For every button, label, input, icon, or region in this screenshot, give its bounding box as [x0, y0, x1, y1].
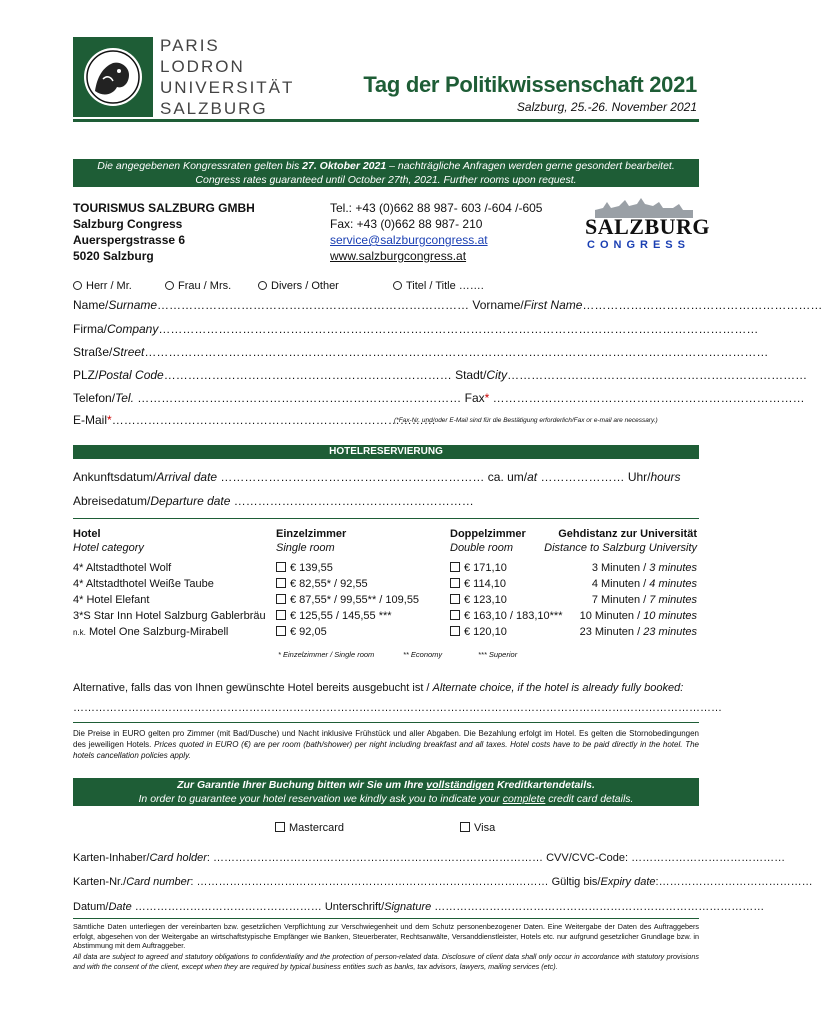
single-room-option[interactable]: € 139,55	[276, 562, 333, 574]
checkbox-icon	[450, 594, 460, 604]
page-title: Tag der Politikwissenschaft 2021	[363, 72, 697, 97]
contact-city: 5020 Salzburg	[73, 249, 154, 263]
prices-note: Die Preise in EURO gelten pro Zimmer (mit Bad/Dusche) und Nacht inklusive Frühstück und aller Abgaben. Die Bezahlung erfolgt im Hotel. Es gelten die Stornobedingungen des jeweiligen Hotels. Prices quoted in EURO (€) are per room (bath/shower) per night including breakfast and all taxes. Hotel costs have to be paid directly in the hotel. The hotels cancellation policies apply.	[73, 729, 699, 760]
label-uhr-en: hours	[650, 470, 681, 484]
table-top-rule	[73, 518, 699, 519]
header-rule	[73, 119, 699, 122]
departure-field-row[interactable]	[73, 494, 474, 508]
firma-field-row[interactable]	[73, 322, 759, 336]
contact-address	[73, 200, 255, 264]
double-room-option[interactable]: € 163,10 / 183,10***	[450, 610, 562, 622]
table-row: n.k. Motel One Salzburg-Mirabell	[73, 626, 229, 638]
single-room-option[interactable]: € 125,55 / 145,55 ***	[276, 610, 392, 622]
label-plz: PLZ/	[73, 368, 99, 382]
university-name	[160, 35, 294, 119]
contact-fax: Fax: +43 (0)662 88 987- 210	[330, 217, 483, 231]
distance-cell: 23 Minuten / 23 minutes	[579, 626, 697, 638]
prices-top-rule	[73, 722, 699, 723]
name-field-row[interactable]	[73, 298, 822, 312]
plz-city-field-row[interactable]	[73, 368, 808, 382]
salutation-frau[interactable]	[165, 280, 231, 292]
radio-icon	[73, 281, 82, 290]
vorname-dots: ……………………………………………………	[582, 298, 822, 312]
checkbox-icon	[275, 822, 285, 832]
distance-cell: 4 Minuten / 4 minutes	[591, 578, 697, 590]
salutation-herr[interactable]	[73, 280, 132, 292]
email-required-star: *	[107, 413, 112, 427]
departure-dots: ……………………………………………………	[230, 494, 474, 508]
email-note: (*Fax-Nr. und/oder E-Mail sind für die Bestätigung erforderlich/Fax or e-mail are necessary.)	[394, 417, 658, 424]
congress-rates-banner	[73, 159, 699, 187]
arrival-dots: …………………………………………………………	[217, 470, 485, 484]
salutation-divers[interactable]	[258, 280, 339, 292]
checkbox-icon	[460, 822, 470, 832]
uni-line-2: LODRON	[160, 57, 245, 76]
distance-cell: 10 Minuten / 10 minutes	[579, 610, 697, 622]
single-room-option[interactable]: € 92,05	[276, 626, 327, 638]
label-telefon-en: Tel.	[115, 391, 134, 405]
uni-line-1: PARIS	[160, 36, 220, 55]
contact-web-link[interactable]: www.salzburgcongress.at	[330, 249, 467, 263]
checkbox-icon	[450, 578, 460, 588]
label-fax: Fax	[464, 391, 485, 405]
table-row: 3*S Star Inn Hotel Salzburg Gablerbräu	[73, 610, 266, 622]
fax-required-star: *	[484, 391, 490, 405]
label-telefon: Telefon/	[73, 391, 116, 405]
privacy-note-en: All data are subject to agreed and statutory obligations to confidentiality and the protection of person-related data. Disclosure of client data shall only occur in accordance with statutory provisions and with the consent of the client, except when they are required by typical business entities such as banks, tax advisors, lawyers, mailing services (etc).	[73, 952, 699, 971]
university-logo	[73, 37, 153, 117]
label-arrival: Ankunftsdatum/	[73, 470, 157, 484]
radio-icon	[258, 281, 267, 290]
label-email: E-Mail	[73, 413, 108, 427]
th-double: Doppelzimmer Double room	[450, 528, 526, 554]
uni-line-3: UNIVERSITÄT	[160, 78, 295, 97]
alternative-label: Alternative, falls das von Ihnen gewünschte Hotel bereits ausgebucht ist / Alternate choice, if the hotel is already fully booked:	[73, 682, 684, 694]
label-strasse: Straße/	[73, 345, 113, 359]
checkbox-icon	[450, 610, 460, 620]
privacy-note-de: Sämtliche Daten unterliegen der vereinbarten bzw. gesetzlichen Verpflichtung zur Verschwiegenheit und dem Schutz personenbezogener Daten. Eine Weitergabe der Daten des Auftraggebers erfolgt, abgesehen von der Weitergabe an wirtschaftstypische Empfänger wie Banken, Steuerberater, Rechtsanwälte, Versanddienstleister, Hotels etc. nur aufgrund gesetzlicher Grundlage bzw. in Abstimmung mit dem Auftraggeber.	[73, 922, 699, 950]
label-departure: Abreisedatum/	[73, 494, 151, 508]
firma-dots: ……………………………………………………………………………………………………………………………………	[158, 322, 759, 336]
label-firma: Firma/	[73, 322, 107, 336]
checkbox-icon	[450, 626, 460, 636]
label-ca-en: at	[527, 470, 538, 484]
footnote-single: * Einzelzimmer / Single room	[278, 650, 375, 659]
label-stadt-en: City	[486, 368, 508, 382]
contact-email-link[interactable]: service@salzburgcongress.at	[330, 233, 488, 247]
salutation-titel-label: Titel / Title …….	[406, 280, 484, 292]
salutation-titel[interactable]	[393, 280, 484, 292]
distance-cell: 3 Minuten / 3 minutes	[591, 562, 697, 574]
salutation-herr-label: Herr / Mr.	[86, 280, 132, 292]
email-dots: ………………………………………………………………………	[111, 413, 436, 427]
checkbox-icon	[276, 610, 286, 620]
single-room-option[interactable]: € 82,55* / 92,55	[276, 578, 368, 590]
double-room-option[interactable]: € 114,10	[450, 578, 506, 590]
single-room-option[interactable]: € 87,55* / 99,55** / 109,55	[276, 594, 419, 606]
checkbox-icon	[450, 562, 460, 572]
label-uhr: Uhr/	[624, 470, 651, 484]
label-departure-en: Departure date	[150, 494, 231, 508]
name-dots: ……………………………………………………………………	[157, 298, 470, 312]
stadt-dots: …………………………………………………………………	[507, 368, 808, 382]
label-name-en: Surname	[108, 298, 158, 312]
privacy-top-rule	[73, 918, 699, 919]
table-row: 4* Altstadthotel Weiße Taube	[73, 578, 214, 590]
double-room-option[interactable]: € 171,10	[450, 562, 507, 574]
th-distance: Gehdistanz zur Universität Distance to Salzburg University	[544, 528, 697, 554]
footnote-superior: *** Superior	[478, 650, 518, 659]
contact-street: Auerspergstrasse 6	[73, 233, 186, 247]
checkbox-icon	[276, 594, 286, 604]
label-strasse-en: Street	[112, 345, 145, 359]
card-number-row[interactable]: Karten-Nr./Card number: …………………………………………………………………………………… Gültig bis/Expiry date:……………………………………	[73, 876, 813, 888]
card-holder-row[interactable]: Karten-Inhaber/Card holder: ……………………………………………………………………………… CVV/CVC-Code: ……………………………………	[73, 852, 786, 864]
visa-option[interactable]: Visa	[460, 822, 495, 834]
banner-deadline: 27. Oktober 2021	[302, 160, 387, 172]
arrival-field-row[interactable]	[73, 470, 681, 484]
table-row: 4* Altstadthotel Wolf	[73, 562, 172, 574]
strasse-dots: …………………………………………………………………………………………………………………………………………	[144, 345, 769, 359]
radio-icon	[393, 281, 402, 290]
double-room-option[interactable]: € 120,10	[450, 626, 507, 638]
salzburg-congress-logo	[585, 196, 711, 258]
footnote-economy: ** Economy	[403, 650, 443, 659]
salutation-frau-label: Frau / Mrs.	[178, 280, 232, 292]
banner-text-c: – nachträgliche Anfragen werden gerne gesondert bearbeitet.	[386, 160, 675, 172]
mastercard-option[interactable]: Mastercard	[275, 822, 344, 834]
date-signature-row[interactable]: Datum/Date …………………………………………… Unterschrift/Signature ………………………………………………………………………………	[73, 901, 765, 913]
label-ca: ca. um/	[484, 470, 528, 484]
label-name: Name/	[73, 298, 109, 312]
salutation-divers-label: Divers / Other	[271, 280, 339, 292]
tel-fax-field-row[interactable]	[73, 391, 805, 405]
label-firma-en: Company	[107, 322, 159, 336]
uni-line-4: SALZBURG	[160, 99, 268, 118]
alternative-input-line[interactable]: ……………………………………………………………………………………………………………………………………………………………	[73, 702, 722, 714]
contact-org2: Salzburg Congress	[73, 217, 183, 231]
contact-details	[330, 200, 542, 264]
fax-dots: ……………………………………………………………………	[489, 391, 805, 405]
label-stadt: Stadt/	[455, 368, 487, 382]
table-row: 4* Hotel Elefant	[73, 594, 150, 606]
checkbox-icon	[276, 626, 286, 636]
radio-icon	[165, 281, 174, 290]
contact-org: TOURISMUS SALZBURG GMBH	[73, 201, 255, 215]
page-subtitle: Salzburg, 25.-26. November 2021	[516, 100, 697, 114]
label-vorname-en: First Name	[523, 298, 583, 312]
label-plz-en: Postal Code	[98, 368, 164, 382]
telefon-dots: ………………………………………………………………………	[133, 391, 465, 405]
double-room-option[interactable]: € 123,10	[450, 594, 507, 606]
contact-tel: Tel.: +43 (0)662 88 987- 603 /-604 /-605	[330, 201, 543, 215]
logo-sub: CONGRESS	[587, 239, 690, 251]
th-single: Einzelzimmer Single room	[276, 528, 347, 554]
label-vorname: Vorname/	[469, 298, 524, 312]
banner-text-en: Congress rates guaranteed until October 27th, 2021. Further rooms upon request.	[195, 173, 577, 186]
hotel-reservation-banner: HOTELRESERVIERUNG	[73, 445, 699, 459]
credit-card-banner: Zur Garantie Ihrer Buchung bitten wir Sie um Ihre vollständigen Kreditkartendetails. In order to guarantee your hotel reservation we kindly ask you to indicate your complete credit card details.	[73, 778, 699, 806]
plz-dots: ………………………………………………………………	[163, 368, 456, 382]
lion-seal-icon	[73, 37, 153, 117]
checkbox-icon	[276, 562, 286, 572]
ca-dots: …………………	[537, 470, 625, 484]
strasse-field-row[interactable]	[73, 345, 769, 359]
label-arrival-en: Arrival date	[156, 470, 218, 484]
logo-word: SALZBURG	[585, 214, 711, 239]
checkbox-icon	[276, 578, 286, 588]
th-hotel: Hotel Hotel category	[73, 528, 144, 554]
banner-text-a: Die angegebenen Kongressraten gelten bis	[97, 160, 303, 172]
distance-cell: 7 Minuten / 7 minutes	[591, 594, 697, 606]
